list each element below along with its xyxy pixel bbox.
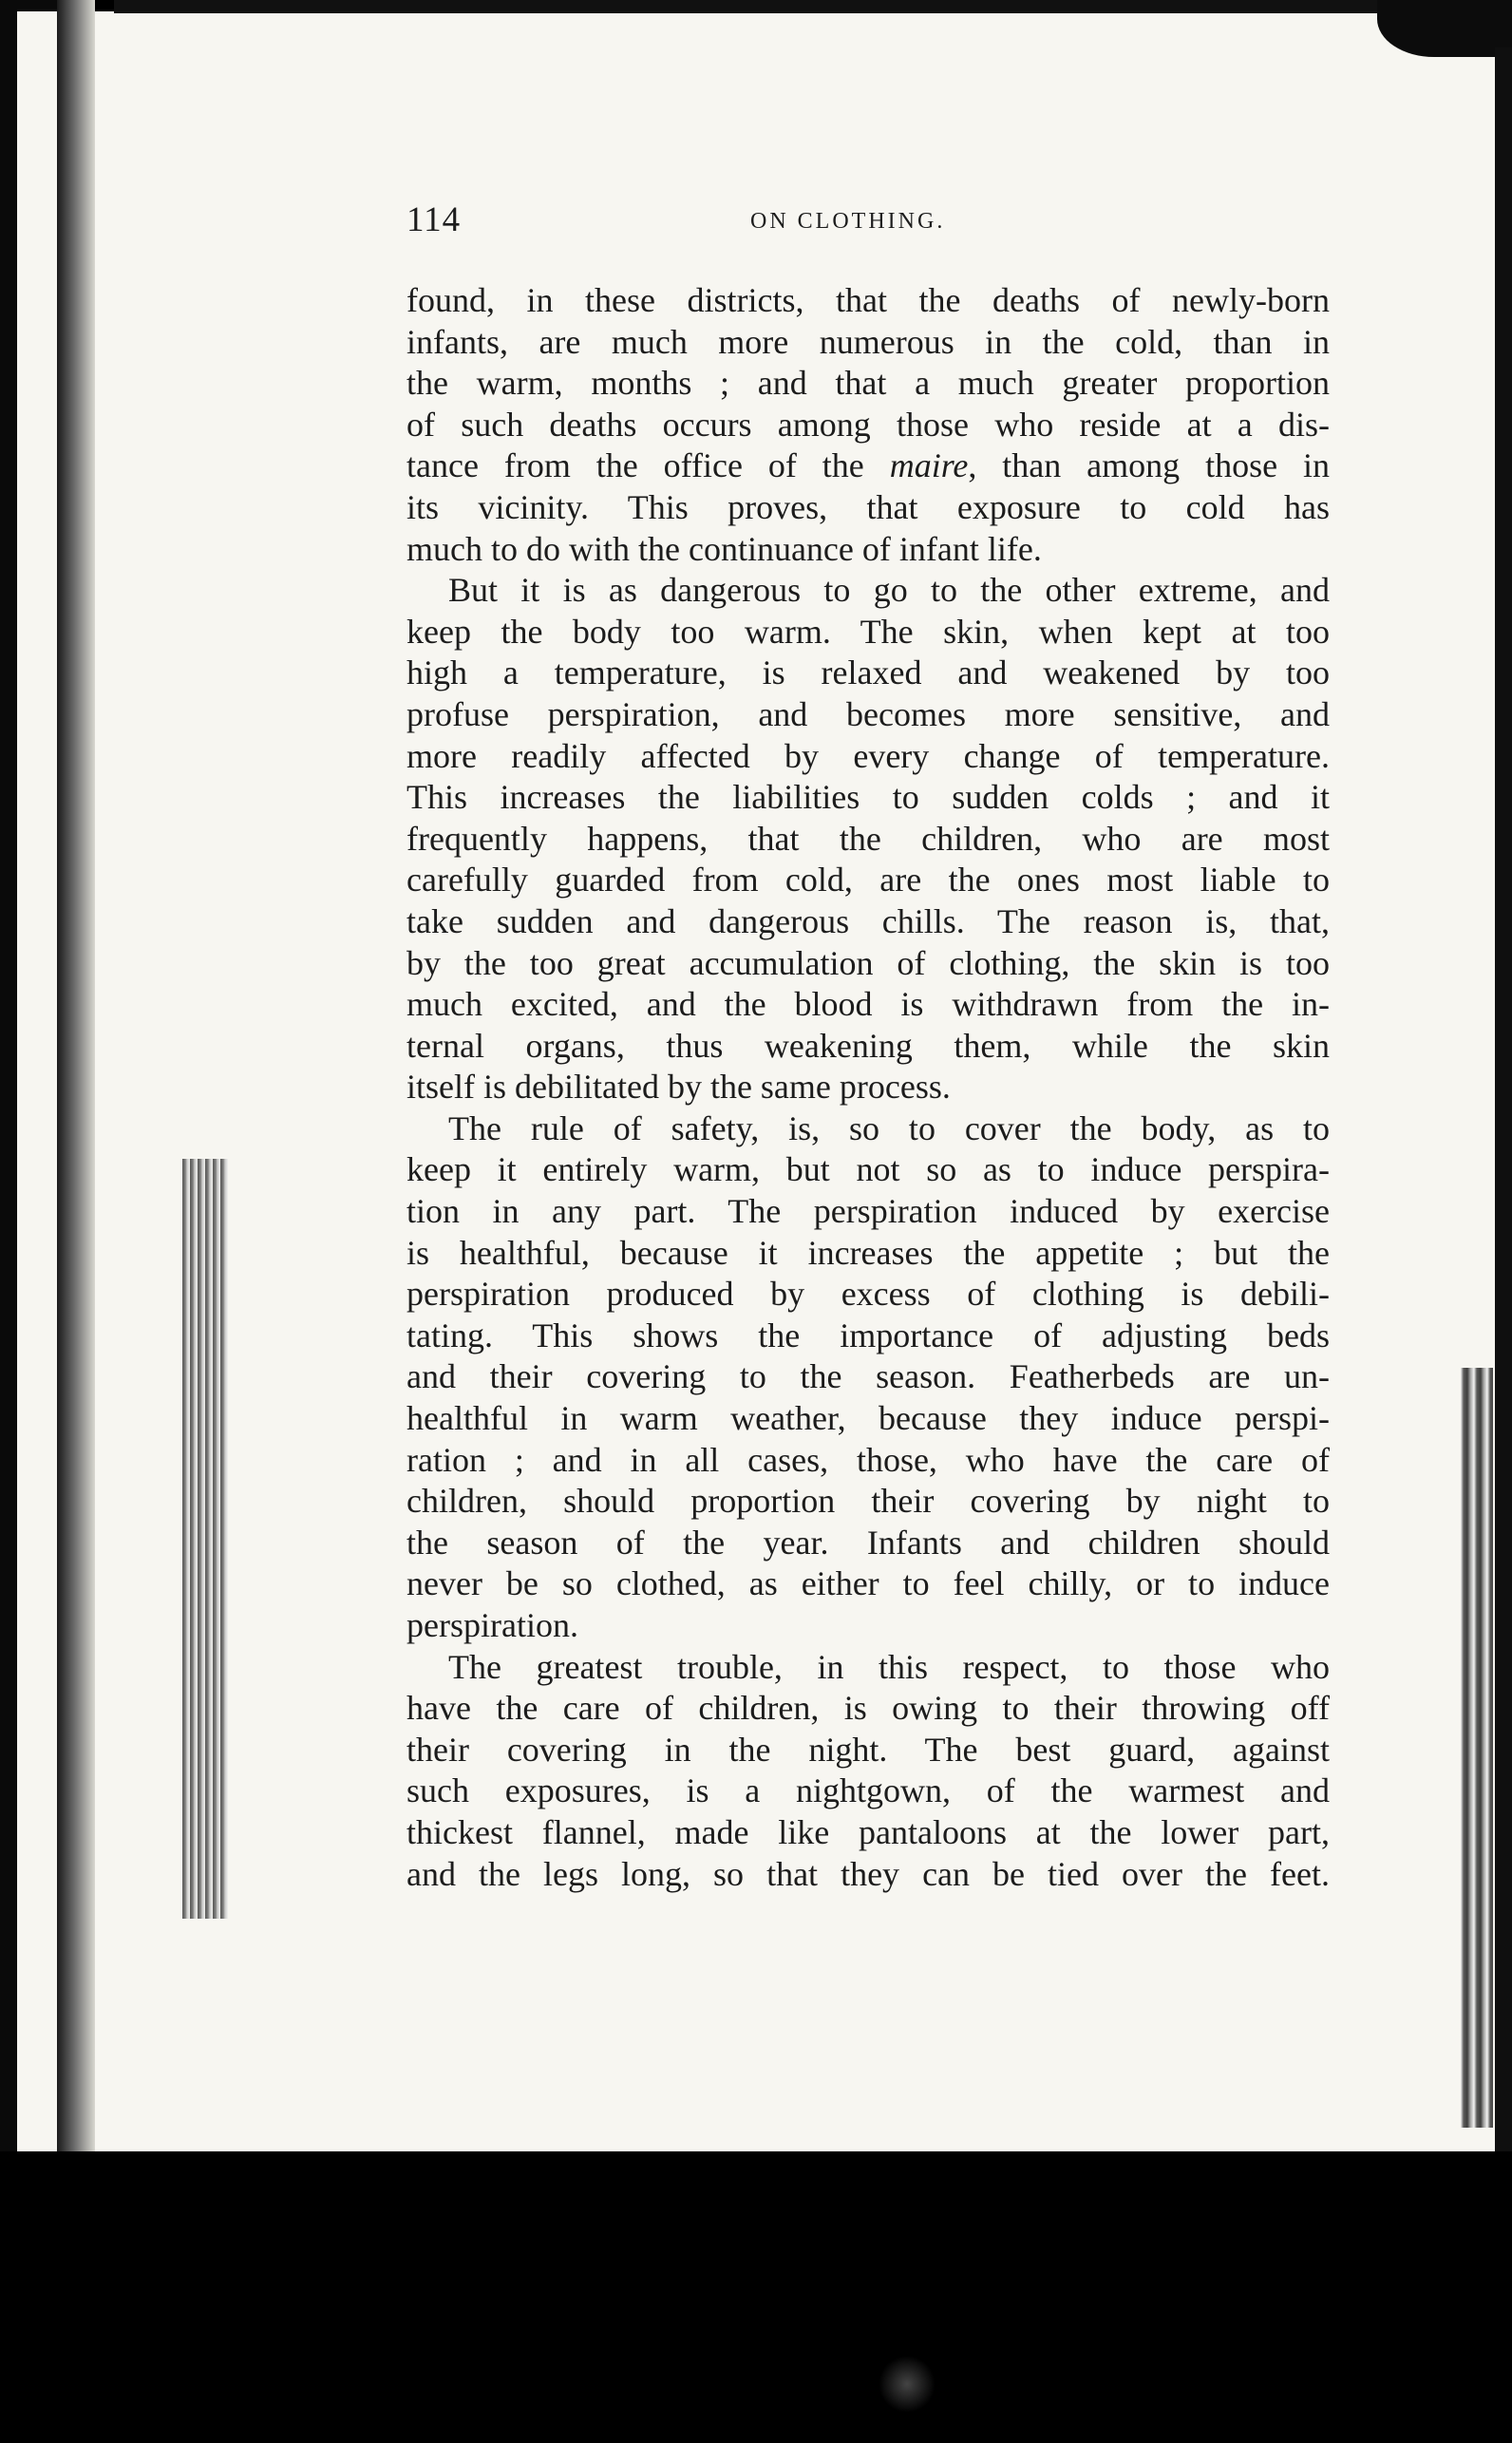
text-line: carefully guarded from cold, are the ones most liable to [406, 861, 1330, 900]
text-line: the warm, months ; and that a much greater proportion [406, 364, 1330, 403]
text-line: This increases the liabilities to sudden colds ; and it [406, 778, 1330, 817]
paragraph [406, 570, 1330, 1108]
text-line: itself is debilitated by the same process. [406, 1068, 951, 1107]
text-line: keep the body too warm. The skin, when kept at too [406, 612, 1330, 651]
paragraph [406, 1647, 1330, 1896]
scan-artifact-right [1461, 1368, 1493, 2128]
text-line: and the legs long, so that they can be tied over the feet. [406, 1854, 1330, 1893]
text-line: such exposures, is a nightgown, of the warmest and [406, 1771, 1330, 1810]
text-line: of such deaths occurs among those who reside at a dis- [406, 405, 1330, 444]
text-line: its vicinity. This proves, that exposure to cold has [406, 487, 1330, 526]
text-line: infants, are much more numerous in the cold, than in [406, 322, 1330, 361]
text-line: is healthful, because it increases the appetite ; but the [406, 1233, 1330, 1272]
scan-corner-top-right [1377, 0, 1512, 57]
scan-edge-bottom [0, 2151, 1512, 2443]
scan-edge-right [1495, 47, 1512, 2166]
text-line: found, in these districts, that the deaths of newly-born [406, 281, 1330, 319]
text-line: tance from the office of the maire, than among those in [406, 446, 1331, 485]
text-line: profuse perspiration, and becomes more sensitive, and [406, 694, 1330, 733]
text-line: their covering in the night. The best guard, against [406, 1730, 1330, 1769]
text-line: have the care of children, is owing to their throwing off [406, 1689, 1330, 1728]
italic-word: maire [889, 446, 969, 485]
text-line: But it is as dangerous to go to the other extreme, and [448, 571, 1330, 610]
scan-artifact-bottom [879, 2356, 936, 2413]
text-line: tating. This shows the importance of adjusting beds [406, 1316, 1330, 1354]
scan-edge-top [114, 0, 1482, 13]
text-line: ternal organs, thus weakening them, while the skin [406, 1026, 1330, 1065]
text-line: more readily affected by every change of temperature. [406, 736, 1330, 775]
text-line: keep it entirely warm, but not so as to induce perspira- [406, 1150, 1330, 1189]
text-line: ration ; and in all cases, those, who have the care of [406, 1440, 1330, 1479]
text-line: The greatest trouble, in this respect, to those who [448, 1647, 1330, 1686]
text-line: by the too great accumulation of clothing, the skin is too [406, 943, 1330, 982]
text-line: much excited, and the blood is withdrawn from the in- [406, 985, 1330, 1024]
text-line: much to do with the continuance of infant life. [406, 529, 1042, 568]
text-line: high a temperature, is relaxed and weakened by too [406, 653, 1330, 692]
text-line: The rule of safety, is, so to cover the body, as to [448, 1108, 1330, 1147]
text-line: the season of the year. Infants and children should [406, 1523, 1330, 1562]
text-line: children, should proportion their covering by night to [406, 1482, 1330, 1521]
paragraph [406, 1108, 1330, 1647]
text-line: perspiration produced by excess of clothing is debili- [406, 1275, 1330, 1314]
scan-artifact-left [182, 1159, 228, 1919]
page-number: 114 [406, 200, 462, 239]
running-head [406, 199, 1330, 241]
text-line: never be so clothed, as either to feel chilly, or to induce [406, 1564, 1330, 1603]
running-title: ON CLOTHING. [750, 209, 946, 234]
paragraph [406, 280, 1330, 570]
text-line: tion in any part. The perspiration induced by exercise [406, 1192, 1330, 1231]
text-line: take sudden and dangerous chills. The reason is, that, [406, 901, 1330, 940]
text-line: thickest flannel, made like pantaloons at the lower part, [406, 1812, 1330, 1851]
text-line: healthful in warm weather, because they induce perspi- [406, 1399, 1330, 1438]
text-line: frequently happens, that the children, who are most [406, 819, 1330, 858]
text-line: and their covering to the season. Featherbeds are un- [406, 1357, 1330, 1396]
binding-shadow [57, 0, 95, 2185]
text-line: perspiration. [406, 1606, 578, 1644]
body-text [406, 280, 1330, 1895]
